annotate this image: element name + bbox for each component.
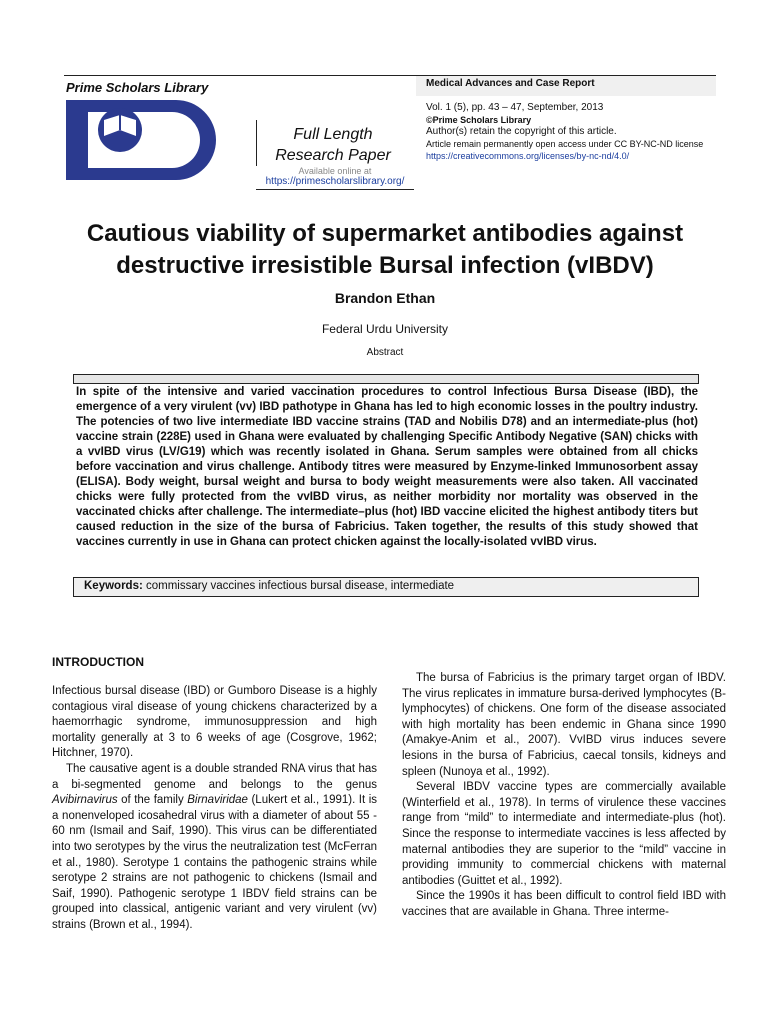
abstract-rule xyxy=(73,374,699,384)
abstract-text: In spite of the intensive and varied vaccination procedures to control Infectious Bursa Disease (IBD), the emergence of a very virulent (vv) IBD pathotype in Ghana has led to high economic losses in the poultry industry. The potencies of two live intermediate IBD vaccine strains (TAD and Nobilis D78) and an intermediate-plus (hot) vaccine strain (228E) used in Ghana were evaluated by challenging Specific Antibody Negative (SAN) chicks with a vvIBD virus (LV/G19) which was recently isolated in Ghana. Serum samples were obtained from all chicks before vaccination and virus challenge. Antibody titres were measured by Enzyme-linked Immunosorbent assay (ELISA). Body weight, bursal weight and bursa to body weight measurements were also taken. All vaccinated chicks were fully protected from the vvIBD virus, as neither morbidity nor mortality was observed in the vaccinated chicks after challenge. The intermediate–plus (hot) IBD vaccine elicited the highest antibody titers but caused reduction in the size of the bursa of Fabricius. Taken together, the results of this study showed that vaccines currently in use in Ghana can protect chicken against the locally-isolated vvIBD virus. xyxy=(76,386,698,549)
copyright: ©Prime Scholars Library xyxy=(426,115,532,125)
abstract-label: Abstract xyxy=(366,347,404,358)
paper-type xyxy=(258,124,408,166)
available-online-label: Available online at xyxy=(298,166,372,176)
right-column xyxy=(402,671,726,921)
title-line-1: Cautious viability of supermarket antibodies against xyxy=(86,220,684,247)
keywords-list: commissary vaccines infectious bursal disease, intermediate xyxy=(146,580,455,592)
paper-type-divider xyxy=(256,120,257,166)
keywords xyxy=(84,580,454,592)
paper-type-line2: Research Paper xyxy=(275,147,391,164)
title-line-2: destructive irresistible Bursal infection (vIBDV) xyxy=(116,252,654,279)
license-link[interactable]: https://creativecommons.org/licenses/by-nc-nd/4.0/ xyxy=(426,151,630,161)
paragraph xyxy=(52,762,377,934)
paragraph: Infectious bursal disease (IBD) or Gumboro Disease is a highly contagious viral disease of young chickens characterized by a haemorrhagic syndrome, immunosuppression and high mortality generally at 3 to 6 weeks of age (Cosgrove, 1962; Hitchner, 1970). xyxy=(52,685,377,760)
paragraph: Several IBDV vaccine types are commercially available (Winterfield et al., 1978). In terms of virulence these vaccines range from “mild” to intermediate and intermediate-plus (hot). Since the response to intermediate vaccines is less affected by maternal antibodies they are superior to the “mild” vaccine in providing immunity to commercial chickens with maternal antibodies (Guittet et al., 1992). xyxy=(402,781,726,887)
article-meta xyxy=(426,102,716,162)
left-column xyxy=(52,684,377,934)
text-run: of the family xyxy=(117,794,188,807)
paragraph: The bursa of Fabricius is the primary target organ of IBDV. The virus replicates in immature bursa-derived lymphocytes (B-lymphocytes) of chickens. One form of the disease associated with high mortality has been endemic in Ghana since 1990 (Amakye-Anim et al., 2007). VvIBD virus induces severe lesions in the bursa of Fabricius, caecal tonsils, kidneys and spleen (Nunoya et al., 1992). xyxy=(402,672,726,778)
article-title xyxy=(60,218,710,282)
paper-type-line1: Full Length xyxy=(293,126,373,143)
publisher-logo-icon xyxy=(66,100,246,185)
header-rule xyxy=(64,75,416,76)
text-run: The causative agent is a double stranded RNA virus that has a bi-segmented genome and belongs to the genus xyxy=(52,762,377,791)
journal-name: Medical Advances and Case Report xyxy=(426,78,595,89)
citation: Vol. 1 (5), pp. 43 – 47, September, 2013 xyxy=(426,102,604,113)
paragraph: Since the 1990s it has been difficult to control field IBD with vaccines that are available in Ghana. Three interme- xyxy=(402,890,726,918)
publisher-name: Prime Scholars Library xyxy=(66,80,209,95)
license-statement: Article remain permanently open access under CC BY-NC-ND license xyxy=(426,139,704,149)
text-run: (Lukert et al., 1991). It is a nonenveloped icosahedral virus with a diameter of about 55 - 60 nm (Ismail and Saif, 1990). This virus can be differentiated into two serotypes by the virus the neutralization test (McFerran et al., 1980). Serotype 1 contains the pathogenic strains while serotype 2 strains are not pathogenic to chickens (Ismail and Saif, 1990). Pathogenic serotype 1 IBDV field strains can be grouped into classical, antigenic variant and very virulent (vv) strains (Brown et al., 1994). xyxy=(52,794,377,931)
keywords-label: Keywords: xyxy=(84,580,143,592)
genus-name: Avibirnavirus xyxy=(52,794,118,807)
family-name: Birnaviridae xyxy=(187,794,248,807)
author-name: Brandon Ethan xyxy=(334,290,436,306)
section-heading-introduction: INTRODUCTION xyxy=(52,655,144,669)
site-link[interactable]: https://primescholarslibrary.org/ xyxy=(256,176,414,190)
affiliation: Federal Urdu University xyxy=(321,322,449,336)
rights-statement: Author(s) retain the copyright of this article. xyxy=(426,126,617,137)
